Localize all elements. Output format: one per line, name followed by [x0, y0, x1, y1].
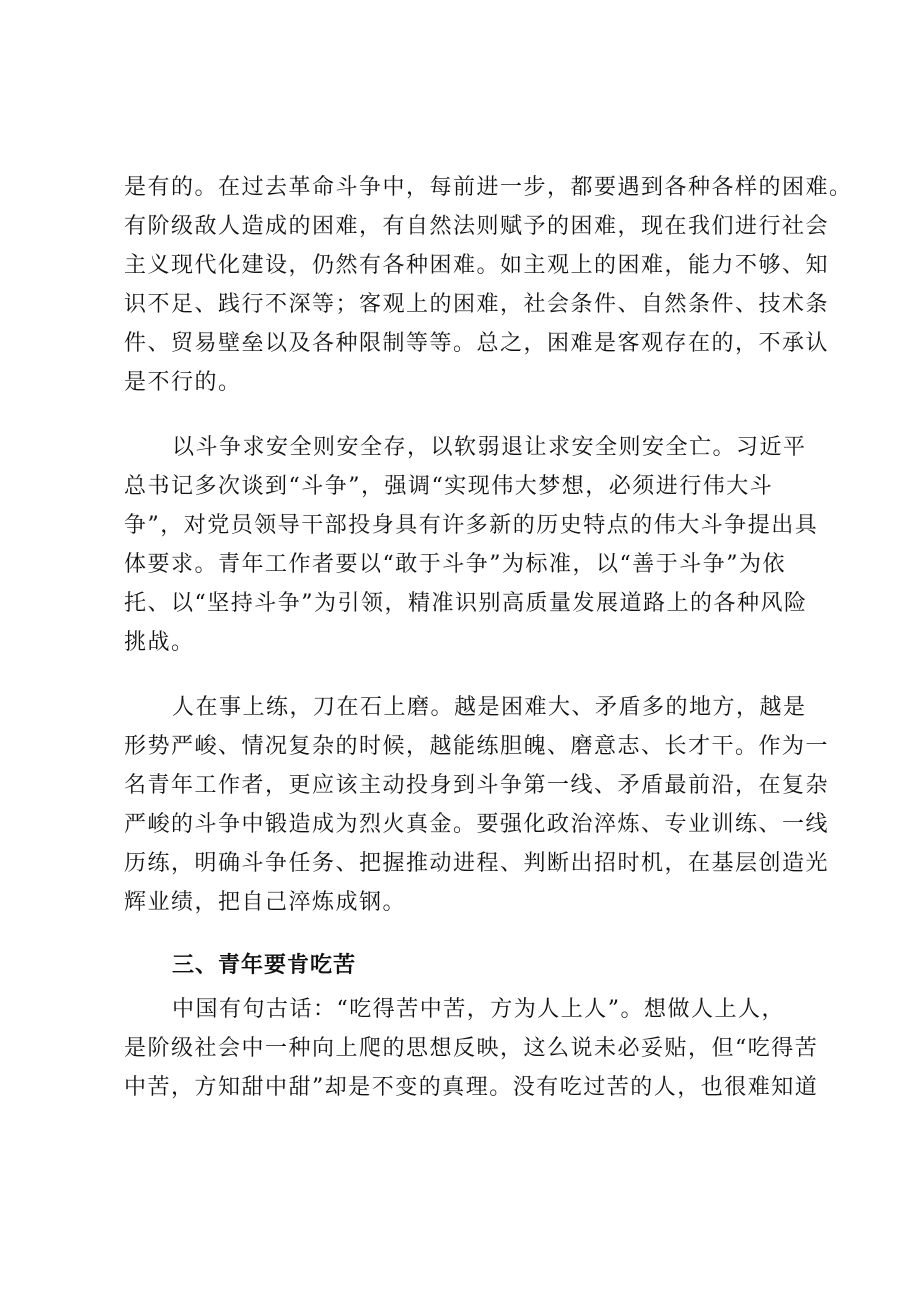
text-line: 总书记多次谈到“斗争”，强调“实现伟大梦想，必须进行伟大斗 — [124, 474, 774, 499]
text-line: 识不足、践行不深等；客观上的困难，社会条件、自然条件、技术条 — [124, 292, 830, 317]
paragraph-3 — [124, 688, 830, 922]
text-line: 人在事上练，刀在石上磨。越是困难大、矛盾多的地方，越是 — [172, 695, 807, 720]
paragraph-1 — [124, 168, 853, 402]
text-line: 挑战。 — [124, 630, 195, 655]
text-line: 是不行的。 — [124, 370, 242, 395]
text-line: 体要求。青年工作者要以“敢于斗争”为标准，以“善于斗争”为依 — [124, 552, 786, 577]
text-line: 是阶级社会中一种向上爬的思想反映，这么说未必妥贴，但“吃得苦 — [124, 1036, 819, 1061]
paragraph-4 — [124, 990, 819, 1107]
text-line: 中苦，方知甜中甜”却是不变的真理。没有吃过苦的人，也很难知道 — [124, 1075, 819, 1100]
text-line: 辉业绩，把自己淬炼成钢。 — [124, 890, 407, 915]
text-line: 历练，明确斗争任务、把握推动进程、判断出招时机，在基层创造光 — [124, 851, 830, 876]
text-line: 中国有句古话：“吃得苦中苦，方为人上人”。想做人上人， — [172, 997, 785, 1022]
text-line: 是有的。在过去革命斗争中，每前进一步，都要遇到各种各样的困难。 — [124, 175, 853, 200]
text-line: 主义现代化建设，仍然有各种困难。如主观上的困难，能力不够、知 — [124, 253, 830, 278]
text-line: 名青年工作者，更应该主动投身到斗争第一线、矛盾最前沿，在复杂 — [124, 773, 830, 798]
text-line: 件、贸易壁垒以及各种限制等等。总之，困难是客观存在的，不承认 — [124, 331, 830, 356]
paragraph-2 — [124, 428, 819, 662]
section-heading: 三、青年要肯吃苦 — [172, 953, 357, 978]
text-line: 以斗争求安全则安全存，以软弱退让求安全则安全亡。习近平 — [172, 435, 807, 460]
text-line: 有阶级敌人造成的困难，有自然法则赋予的困难，现在我们进行社会 — [124, 214, 830, 239]
text-line: 托、以“坚持斗争”为引领，精准识别高质量发展道路上的各种风险 — [124, 591, 808, 616]
text-line: 形势严峻、情况复杂的时候，越能练胆魄、磨意志、长才干。作为一 — [124, 734, 830, 759]
text-line: 严峻的斗争中锻造成为烈火真金。要强化政治淬炼、专业训练、一线 — [124, 812, 830, 837]
text-line: 争”，对党员领导干部投身具有许多新的历史特点的伟大斗争提出具 — [124, 513, 819, 538]
